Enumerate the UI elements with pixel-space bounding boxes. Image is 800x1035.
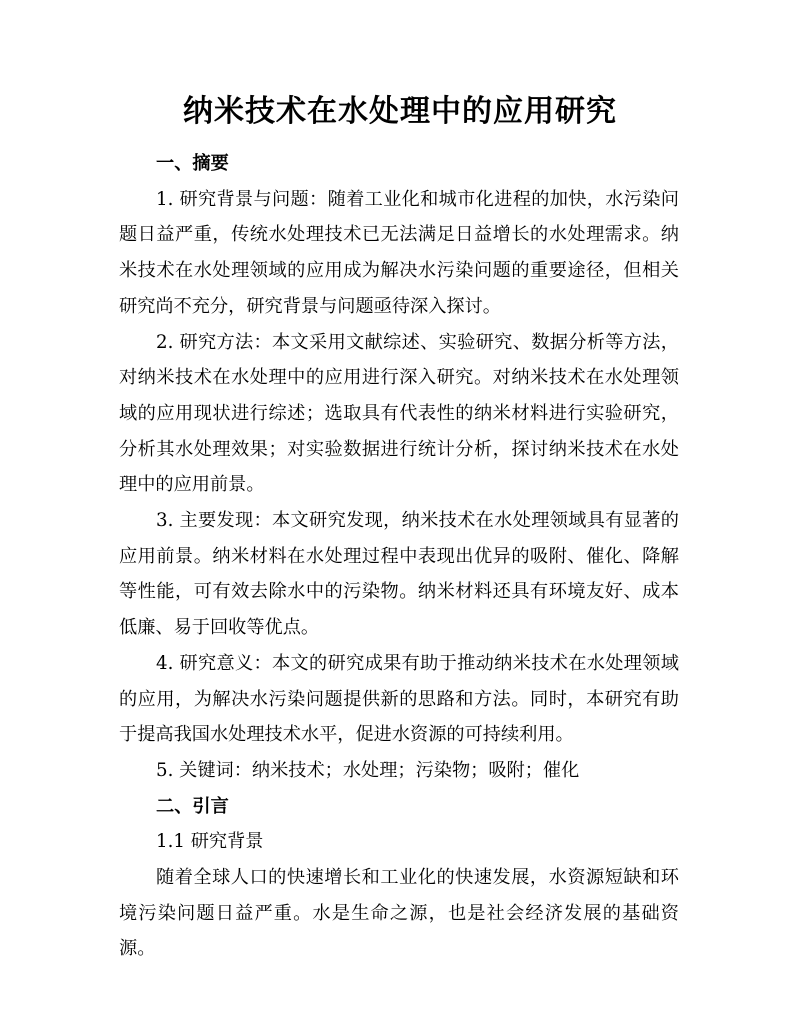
abstract-paragraph-significance: 4. 研究意义：本文的研究成果有助于推动纳米技术在水处理领域的应用，为解决水污染问题提供新的思路和方法。同时，本研究有助于提高我国水处理技术水平，促进水资源的可持续利用。 — [119, 652, 679, 746]
abstract-paragraph-findings: 3. 主要发现：本文研究发现，纳米技术在水处理领域具有显著的应用前景。纳米材料在水处理过程中表现出优异的吸附、催化、降解等性能，可有效去除水中的污染物。纳米材料还具有环境友好、成本低廉、易于回收等优点。 — [119, 510, 679, 639]
document-body — [119, 146, 679, 967]
section-heading-introduction: 二、引言 — [156, 795, 229, 817]
introduction-paragraph: 随着全球人口的快速增长和工业化的快速发展，水资源短缺和环境污染问题日益严重。水是生命之源，也是社会经济发展的基础资源。 — [119, 867, 679, 960]
section-heading-abstract: 一、摘要 — [156, 153, 229, 174]
subsection-heading-background: 1.1 研究背景 — [156, 831, 264, 853]
abstract-paragraph-keywords: 5. 关键词：纳米技术；水处理；污染物；吸附；催化 — [156, 759, 580, 781]
document-title: 纳米技术在水处理中的应用研究 — [183, 94, 617, 129]
abstract-paragraph-methods: 2. 研究方法：本文采用文献综述、实验研究、数据分析等方法，对纳米技术在水处理中的应用进行深入研究。对纳米技术在水处理领域的应用现状进行综述；选取具有代表性的纳米材料进行实验研究，分析其水处理效果；对实验数据进行统计分析，探讨纳米技术在水处理中的应用前景。 — [119, 331, 679, 496]
abstract-paragraph-background: 1. 研究背景与问题：随着工业化和城市化进程的加快，水污染问题日益严重，传统水处理技术已无法满足日益增长的水处理需求。纳米技术在水处理领域的应用成为解决水污染问题的重要途径，但相关研究尚不充分，研究背景与问题亟待深入探讨。 — [119, 188, 679, 317]
